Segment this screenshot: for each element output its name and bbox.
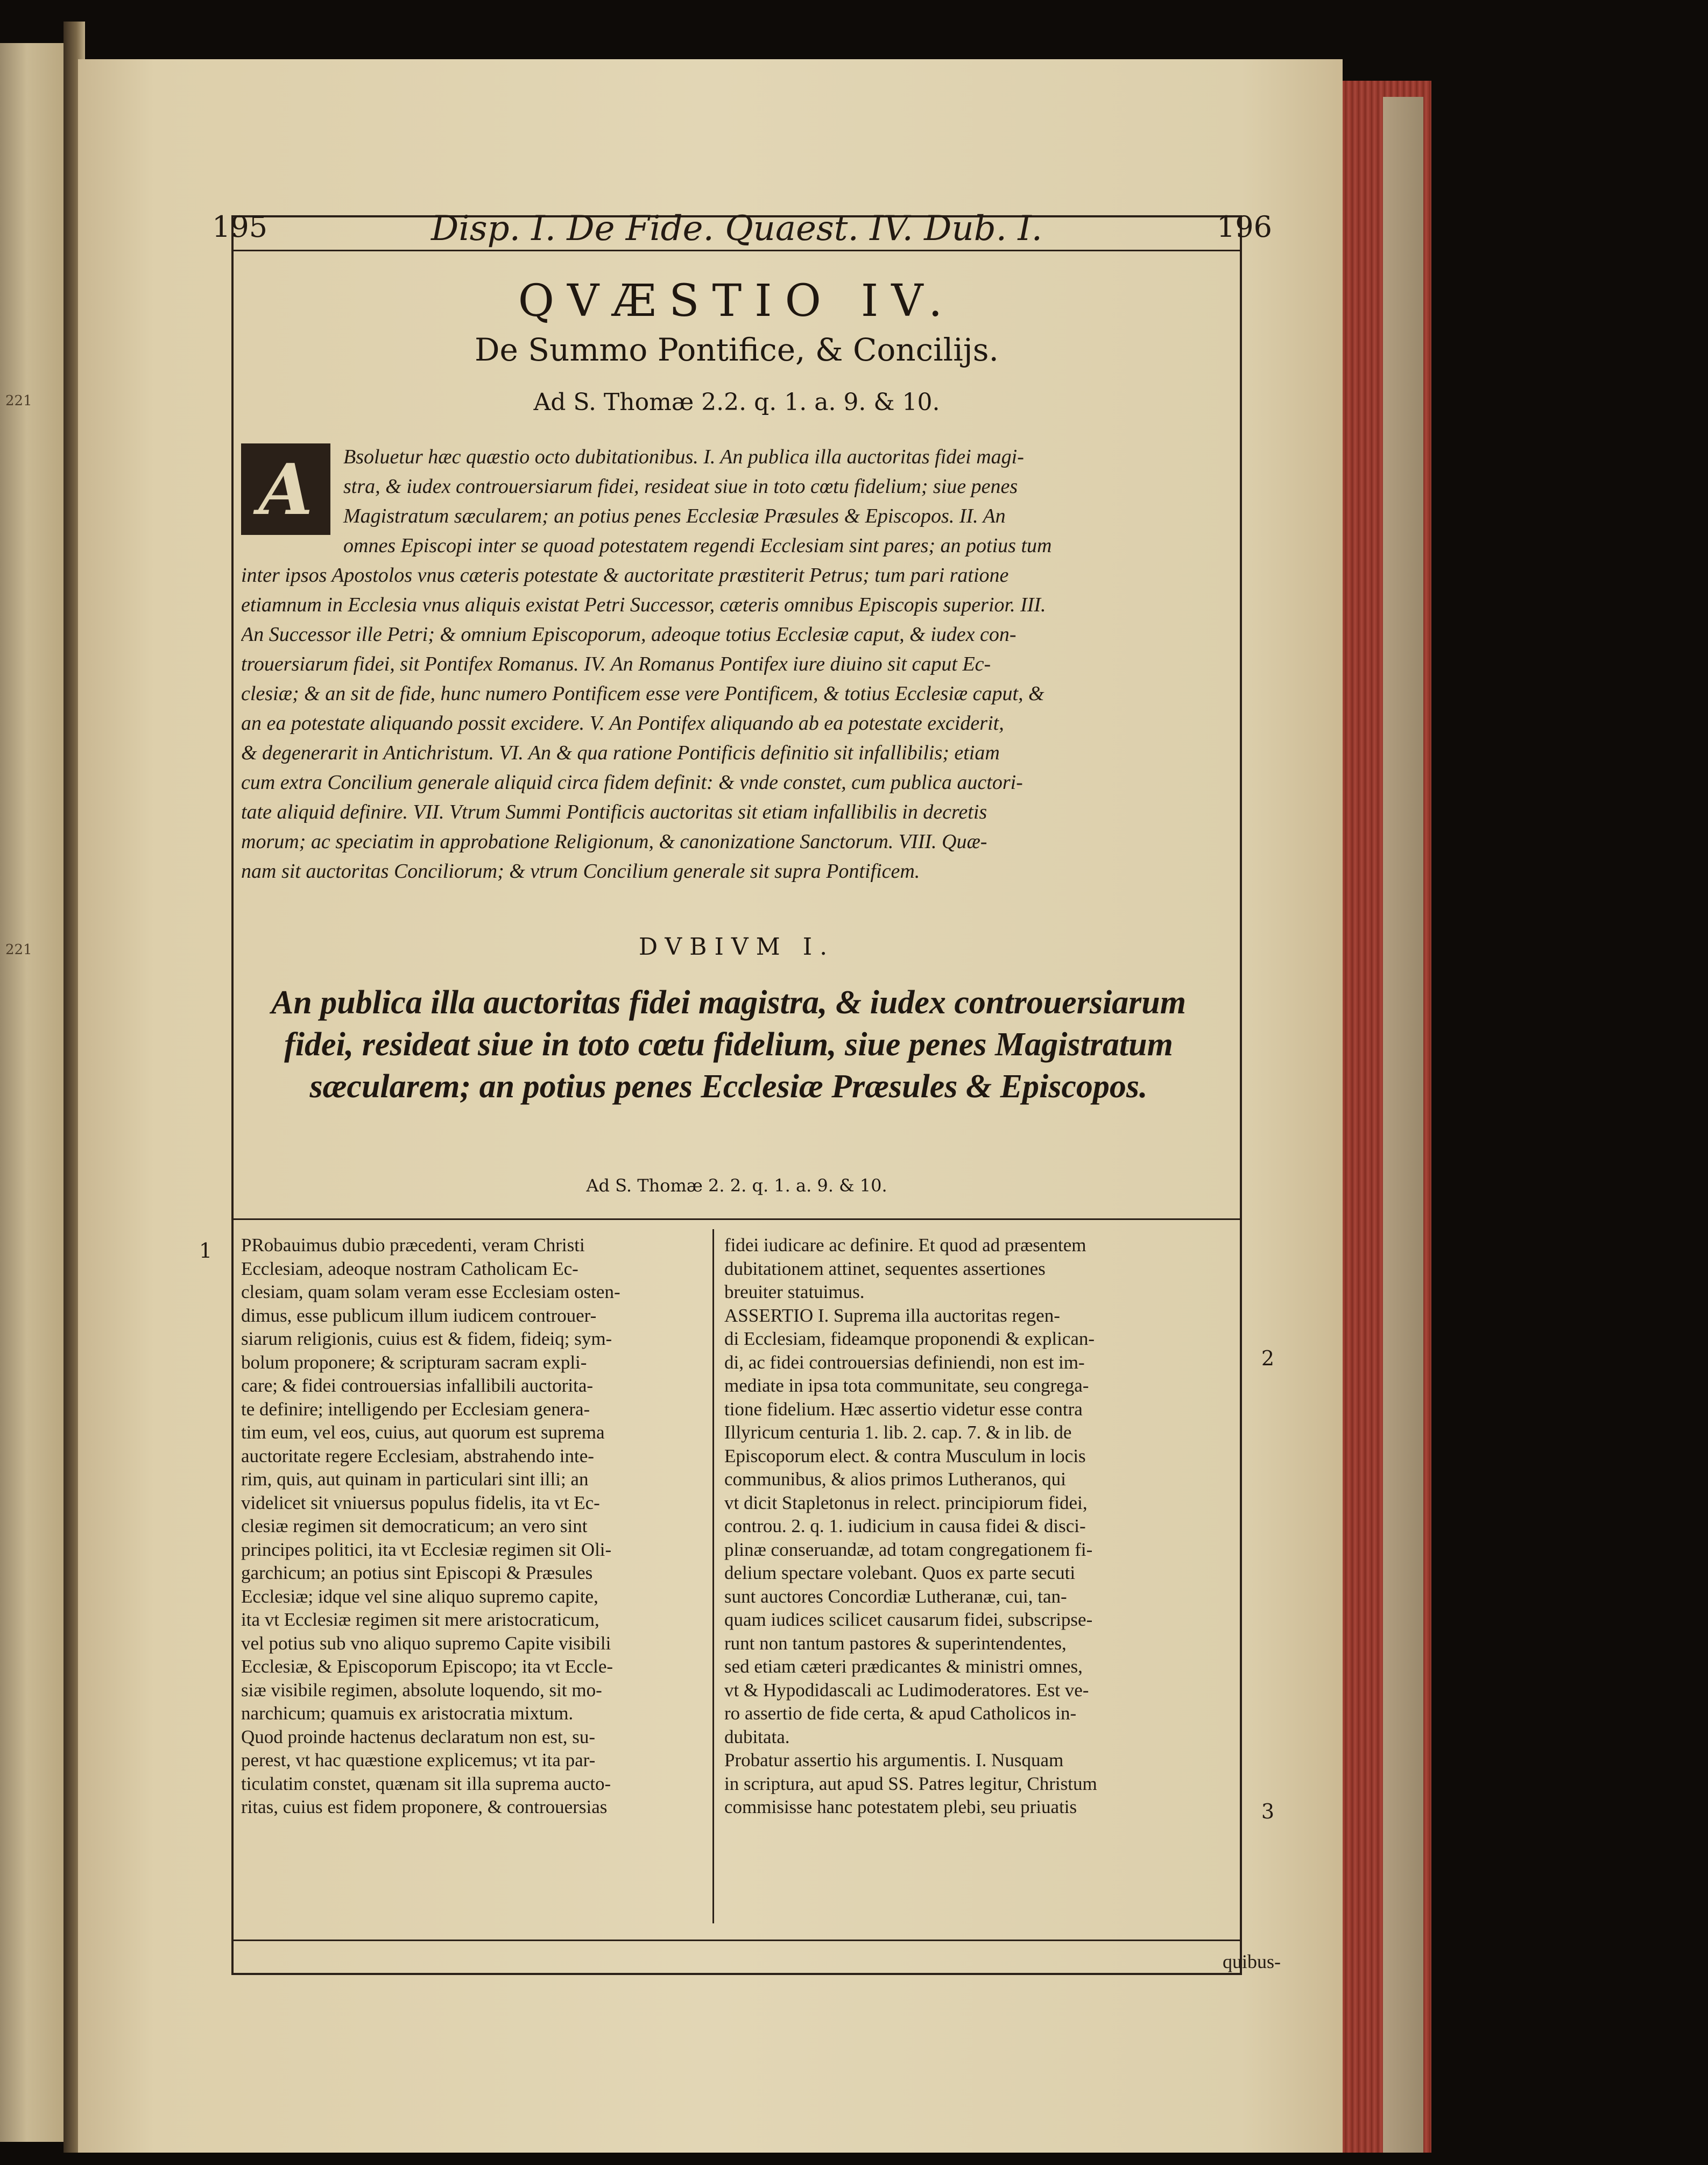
- text-line: narchicum; quamuis ex aristocratia mixtum.: [241, 1703, 574, 1724]
- question-subtitle: De Summo Pontifice, & Concilijs.: [475, 332, 999, 368]
- text-line: ticulatim constet, quænam sit illa suprema aucto-: [241, 1773, 611, 1794]
- question-introduction: [241, 442, 1194, 886]
- text-line: quam iudices scilicet causarum fidei, subscripse-: [724, 1609, 1093, 1630]
- text-line: Quod proinde hactenus declaratum non est, su-: [241, 1726, 596, 1747]
- page-frame: [199, 209, 1281, 1975]
- text-line: di Ecclesiam, fideamque proponendi & explican-: [724, 1328, 1095, 1349]
- left-text-column: [241, 1233, 704, 1819]
- facing-page-edge: [0, 43, 67, 2142]
- text-line: Bsoluetur hæc quæstio octo dubitationibus. I. An publica illa auctoritas fidei magi-: [343, 446, 1024, 468]
- text-line: delium spectare volebant. Quos ex parte secuti: [724, 1562, 1076, 1583]
- text-line: sunt auctores Concordiæ Lutheranæ, cui, tan-: [724, 1585, 1067, 1607]
- text-line: rim, quis, aut quinam in particulari sint illi; an: [241, 1469, 589, 1490]
- question-title: QVÆSTIO IV.: [518, 276, 956, 327]
- dubium-question: An publica illa auctoritas fidei magistra, & iudex controuersiarum fidei, resideat siue in toto cœtu fidelium, siue penes Magistratum sæcularem; an potius penes Ecclesiæ Præsules & Episcopos.: [271, 984, 1187, 1105]
- text-line: perest, vt hac quæstione explicemus; vt ita par-: [241, 1750, 596, 1771]
- text-line: dubitata.: [724, 1726, 790, 1747]
- text-line: Episcoporum elect. & contra Musculum in locis: [724, 1445, 1086, 1466]
- dubium-heading: DVBIVM I.: [638, 933, 835, 961]
- text-line: communibus, & alios primos Lutheranos, qui: [724, 1469, 1066, 1490]
- margin-number: 1: [199, 1239, 213, 1263]
- text-line: ritas, cuius est fidem proponere, & controuersias: [241, 1796, 608, 1817]
- text-line: siæ visibile regimen, absolute loquendo, sit mo-: [241, 1679, 602, 1701]
- text-line: tate aliquid definire. VII. Vtrum Summi Pontificis auctoritas sit etiam infallibilis in decretis: [241, 801, 987, 823]
- book-binding-edge: [1383, 97, 1423, 2153]
- text-line: sed etiam cæteri prædicantes & ministri omnes,: [724, 1656, 1083, 1677]
- text-line: runt non tantum pastores & superintendentes,: [724, 1632, 1067, 1654]
- text-line: An Successor ille Petri; & omnium Episcoporum, adeoque totius Ecclesiæ caput, & iudex con-: [241, 623, 1017, 646]
- catchword: quibus-: [1223, 1951, 1281, 1972]
- text-line: omnes Episcopi inter se quoad potestatem regendi Ecclesiam sint pares; an potius tum: [343, 534, 1052, 557]
- text-line: Ecclesiæ; idque vel sine aliquo supremo capite,: [241, 1585, 598, 1607]
- page-number-left: 195: [212, 210, 268, 244]
- text-line: dubitationem attinet, sequentes assertiones: [724, 1258, 1046, 1279]
- text-line: cum extra Concilium generale aliquid circa fidem definit: & vnde constet, cum publica auctori-: [241, 771, 1023, 794]
- facing-page-fragment: 221: [5, 393, 32, 409]
- facing-page-fragment: 221: [5, 942, 32, 958]
- text-line: morum; ac speciatim in approbatione Religionum, & canonizatione Sanctorum. VIII. Quæ-: [241, 830, 987, 853]
- text-line: Ecclesiam, adeoque nostram Catholicam Ec-: [241, 1258, 578, 1279]
- text-line: trouersiarum fidei, sit Pontifex Romanus. IV. An Romanus Pontifex iure diuino sit caput Ec-: [241, 653, 991, 675]
- text-line: commisisse hanc potestatem plebi, seu priuatis: [724, 1796, 1077, 1817]
- text-line: Magistratum sæcularem; an potius penes Ecclesiæ Præsules & Episcopos. II. An: [343, 505, 1006, 527]
- running-head: Disp. I. De Fide. Quaest. IV. Dub. I.: [431, 209, 1042, 249]
- text-line: clesiam, quam solam veram esse Ecclesiam osten-: [241, 1281, 620, 1302]
- text-line: ro assertio de fide certa, & apud Catholicos in-: [724, 1703, 1077, 1724]
- text-line: tim eum, vel eos, cuius, aut quorum est suprema: [241, 1422, 605, 1443]
- text-line: in scriptura, aut apud SS. Patres legitur, Christum: [724, 1773, 1097, 1794]
- text-line: vel potius sub vno aliquo supremo Capite visibili: [241, 1632, 611, 1654]
- text-line: Illyricum centuria 1. lib. 2. cap. 7. & in lib. de: [724, 1422, 1072, 1443]
- text-line: auctoritate regere Ecclesiam, abstrahendo inte-: [241, 1445, 594, 1466]
- text-line: Ecclesiæ, & Episcoporum Episcopo; ita vt Eccle-: [241, 1656, 613, 1677]
- text-line: fidei iudicare ac definire. Et quod ad præsentem: [724, 1235, 1086, 1256]
- margin-number: 3: [1261, 1800, 1274, 1823]
- text-line: tione fidelium. Hæc assertio videtur esse contra: [724, 1398, 1083, 1420]
- decorated-initial: A: [241, 443, 330, 535]
- text-line: nam sit auctoritas Conciliorum; & vtrum Concilium generale sit supra Pontificem.: [241, 860, 920, 883]
- text-line: te definire; intelligendo per Ecclesiam genera-: [241, 1398, 590, 1420]
- text-line: videlicet sit vniuersus populus fidelis, ita vt Ec-: [241, 1492, 600, 1513]
- text-line: mediate in ipsa tota communitate, seu congrega-: [724, 1375, 1089, 1396]
- text-line: garchicum; an potius sint Episcopi & Præsules: [241, 1562, 593, 1583]
- dubium-reference: Ad S. Thomæ 2. 2. q. 1. a. 9. & 10.: [586, 1175, 887, 1196]
- text-line: stra, & iudex controuersiarum fidei, resideat siue in toto cœtu fidelium; siue penes: [343, 475, 1018, 498]
- text-line: inter ipsos Apostolos vnus cæteris potestate & auctoritate præstiterit Petrus; tum pari ratione: [241, 564, 1009, 587]
- text-line: breuiter statuimus.: [724, 1281, 865, 1302]
- text-line: plinæ conseruandæ, ad totam congregationem fi-: [724, 1539, 1093, 1560]
- question-reference: Ad S. Thomæ 2.2. q. 1. a. 9. & 10.: [533, 389, 940, 416]
- text-line: vt dicit Stapletonus in relect. principiorum fidei,: [724, 1492, 1088, 1513]
- text-line: siarum religionis, cuius est & fidem, fideiq; sym-: [241, 1328, 612, 1349]
- text-line: an ea potestate aliquando possit excidere. V. An Pontifex aliquando ab ea potestate exciderit,: [241, 712, 1004, 735]
- text-line: & degenerarit in Antichristum. VI. An & qua ratione Pontificis definitio sit infallibilis; etiam: [241, 742, 1000, 764]
- header-rule: [234, 250, 1240, 251]
- text-line: clesiæ regimen sit democraticum; an vero sint: [241, 1515, 588, 1536]
- text-line: ita vt Ecclesiæ regimen sit mere aristocraticum,: [241, 1609, 599, 1630]
- page-number-right: 196: [1216, 210, 1272, 244]
- text-line: clesiæ; & an sit de fide, hunc numero Pontificem esse vere Pontificem, & totius Ecclesiæ caput, &: [241, 682, 1044, 705]
- right-text-column: [724, 1233, 1187, 1819]
- section-rule: [234, 1218, 1240, 1220]
- text-line: di, ac fidei controuersias definiendi, non est im-: [724, 1351, 1085, 1373]
- text-line: ASSERTIO I. Suprema illa auctoritas regen-: [724, 1304, 1060, 1326]
- text-line: bolum proponere; & scripturam sacram expli-: [241, 1351, 587, 1373]
- text-line: Probatur assertio his argumentis. I. Nusquam: [724, 1750, 1064, 1771]
- margin-number: 2: [1261, 1346, 1274, 1370]
- text-line: PRobauimus dubio præcedenti, veram Christi: [241, 1235, 585, 1256]
- book-page: [78, 59, 1343, 2153]
- text-line: care; & fidei controuersias infallibili auctorita-: [241, 1375, 594, 1396]
- footer-rule: [234, 1940, 1240, 1941]
- text-line: vt & Hypodidascali ac Ludimoderatores. Est ve-: [724, 1679, 1089, 1701]
- text-line: dimus, esse publicum illum iudicem controuer-: [241, 1304, 597, 1326]
- text-line: controu. 2. q. 1. iudicium in causa fidei & disci-: [724, 1515, 1086, 1536]
- text-line: etiamnum in Ecclesia vnus aliquis existat Petri Successor, cæteris omnibus Episcopis superior. III.: [241, 594, 1046, 616]
- text-line: principes politici, ita vt Ecclesiæ regimen sit Oli-: [241, 1539, 612, 1560]
- column-rule: [712, 1229, 714, 1923]
